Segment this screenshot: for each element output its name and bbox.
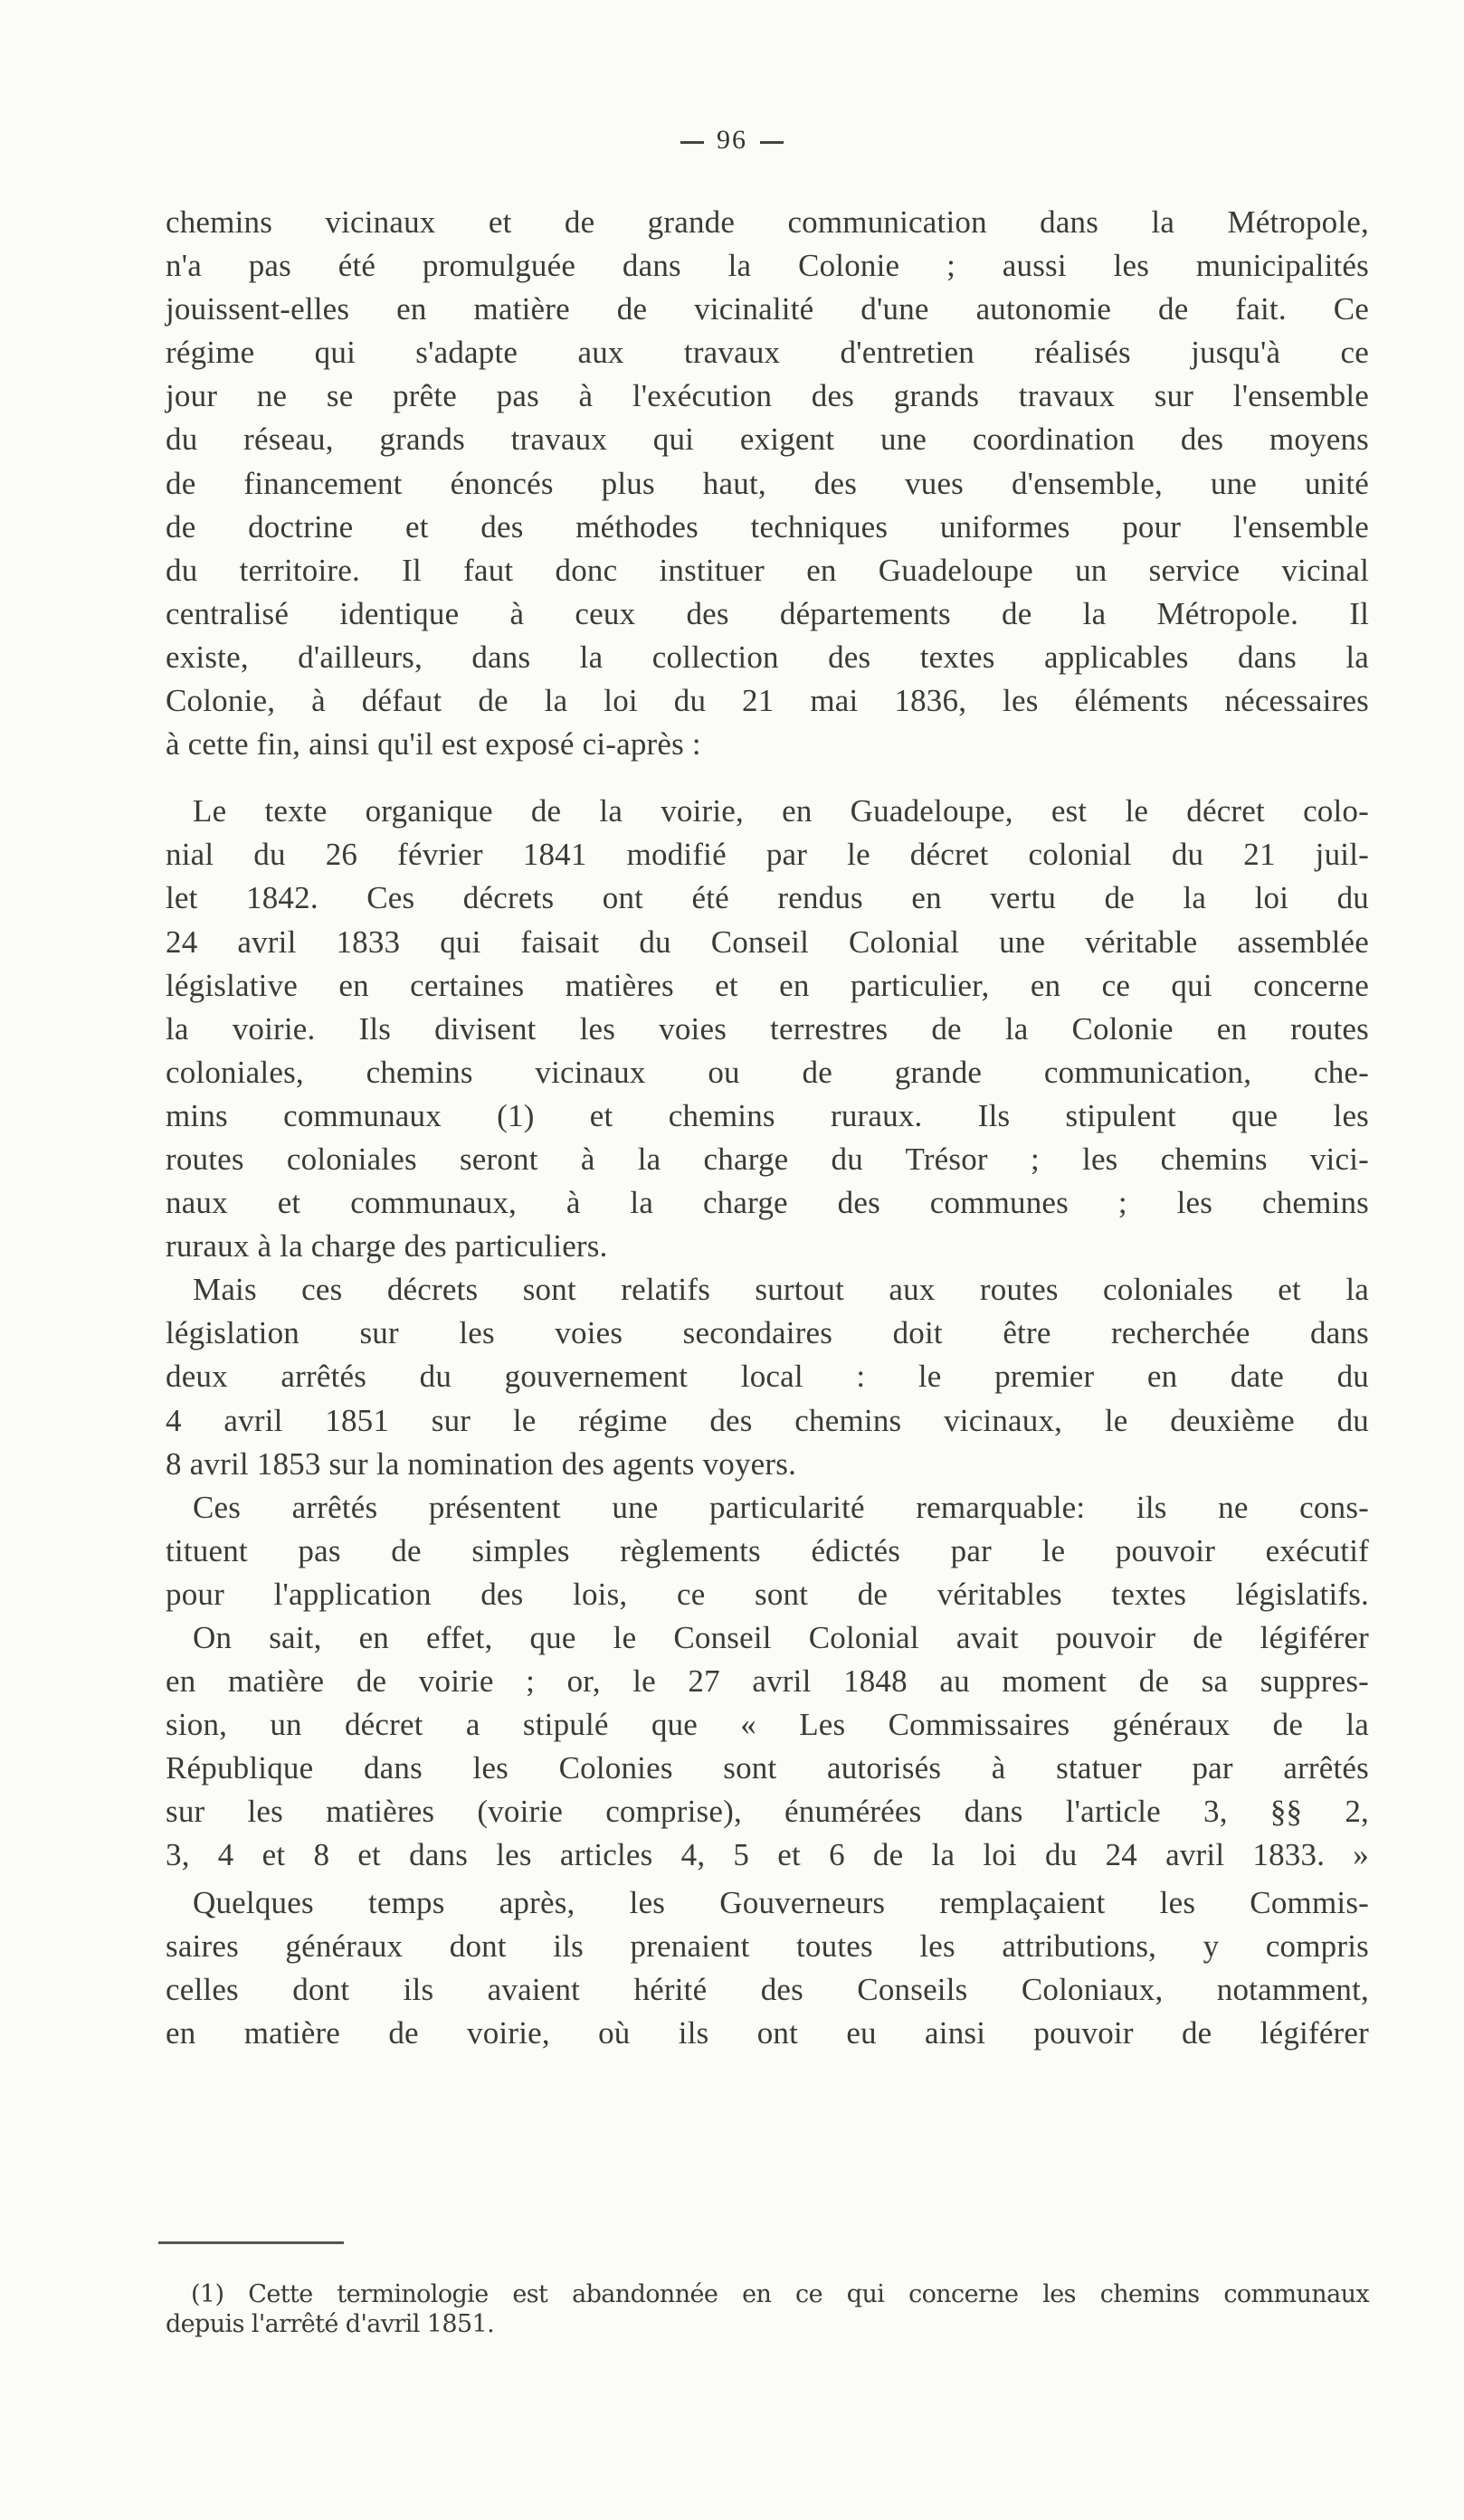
footnote-separator-rule — [158, 2241, 344, 2244]
text-line: naux et communaux, à la charge des communes ; les chemins — [166, 1185, 1369, 1221]
text-line: mins communaux (1) et chemins ruraux. Ils stipulent que les — [166, 1097, 1369, 1133]
text-line: en matière de voirie, où ils ont eu ainsi pouvoir de légiférer — [166, 2014, 1369, 2051]
page-number-right-dash — [760, 141, 784, 144]
text-line: existe, d'ailleurs, dans la collection des textes applicables dans la — [166, 639, 1369, 675]
text-line: jour ne se prête pas à l'exécution des grands travaux sur l'ensemble — [166, 378, 1369, 414]
text-line: du réseau, grands travaux qui exigent une coordination des moyens — [166, 422, 1369, 458]
text-line: 3, 4 et 8 et dans les articles 4, 5 et 6 de la loi du 24 avril 1833. » — [166, 1837, 1369, 1873]
text-line: Quelques temps après, les Gouverneurs remplaçaient les Commis- — [193, 1884, 1369, 1920]
paragraph — [166, 1616, 1369, 1878]
body-text — [166, 201, 1369, 2055]
text-line: Mais ces décrets sont relatifs surtout aux routes coloniales et la — [193, 1272, 1369, 1308]
text-line: tituent pas de simples règlements édictés par le pouvoir exécutif — [166, 1532, 1369, 1568]
footnote-line: depuis l'arrêté d'avril 1851. — [166, 2310, 495, 2338]
footnote-line: (1) Cette terminologie est abandonnée en ce qui concerne les chemins communaux — [191, 2280, 1369, 2308]
text-line: en matière de voirie ; or, le 27 avril 1848 au moment de sa suppres- — [166, 1663, 1369, 1700]
text-line: chemins vicinaux et de grande communication dans la Métropole, — [166, 204, 1369, 240]
text-line: jouissent-elles en matière de vicinalité d'une autonomie de fait. Ce — [166, 291, 1369, 327]
text-line: République dans les Colonies sont autorisés à statuer par arrêtés — [166, 1750, 1369, 1786]
text-line: Le texte organique de la voirie, en Guadeloupe, est le décret colo- — [193, 793, 1369, 829]
text-line: du territoire. Il faut donc instituer en Guadeloupe un service vicinal — [166, 552, 1369, 588]
text-line: législative en certaines matières et en particulier, en ce qui concerne — [166, 967, 1369, 1003]
text-line: On sait, en effet, que le Conseil Colonial avait pouvoir de légiférer — [193, 1620, 1369, 1655]
text-line: coloniales, chemins vicinaux ou de grande communication, che- — [166, 1054, 1369, 1090]
text-line: 4 avril 1851 sur le régime des chemins vicinaux, le deuxième du — [166, 1402, 1369, 1438]
footnotes — [166, 2279, 1369, 2339]
text-line: deux arrêtés du gouvernement local : le premier en date du — [166, 1359, 1369, 1395]
text-line: Ces arrêtés présentent une particularité remarquable: ils ne cons- — [193, 1489, 1369, 1525]
text-line: 24 avril 1833 qui faisait du Conseil Colonial une véritable assemblée — [166, 924, 1369, 960]
text-line: Colonie, à défaut de la loi du 21 mai 1836, les éléments nécessaires — [166, 683, 1369, 719]
text-line: centralisé identique à ceux des départements de la Métropole. Il — [166, 595, 1369, 631]
text-line: de financement énoncés plus haut, des vues d'ensemble, une unité — [166, 465, 1369, 501]
text-line: régime qui s'adapte aux travaux d'entretien réalisés jusqu'à ce — [166, 335, 1369, 371]
text-line: de doctrine et des méthodes techniques uniformes pour l'ensemble — [166, 508, 1369, 545]
text-line: à cette fin, ainsi qu'il est exposé ci-après : — [166, 726, 701, 763]
page-number-header — [0, 125, 1464, 156]
text-line: pour l'application des lois, ce sont de véritables textes législatifs. — [166, 1576, 1369, 1612]
text-line: celles dont ils avaient hérité des Conseils Coloniaux, notamment, — [166, 1971, 1369, 2007]
page-number: 96 — [717, 125, 747, 155]
paragraph-spacer — [166, 766, 1369, 790]
paragraph — [166, 1268, 1369, 1485]
paragraph — [166, 1881, 1369, 2055]
paragraph — [166, 790, 1369, 1268]
text-line: sion, un décret a stipulé que « Les Commissaires généraux de la — [166, 1707, 1369, 1743]
text-line: sur les matières (voirie comprise), énumérées dans l'article 3, §§ 2, — [166, 1794, 1369, 1830]
text-line: la voirie. Ils divisent les voies terrestres de la Colonie en routes — [166, 1010, 1369, 1047]
paragraph — [166, 1486, 1369, 1616]
paragraph — [166, 201, 1369, 766]
page-number-left-dash — [680, 141, 704, 144]
text-line: nial du 26 février 1841 modifié par le décret colonial du 21 juil- — [166, 837, 1369, 873]
text-line: ruraux à la charge des particuliers. — [166, 1228, 608, 1265]
text-line: routes coloniales seront à la charge du Trésor ; les chemins vici- — [166, 1141, 1369, 1177]
text-line: législation sur les voies secondaires doit être recherchée dans — [166, 1315, 1369, 1351]
text-line: n'a pas été promulguée dans la Colonie ; aussi les municipalités — [166, 248, 1369, 284]
text-line: 8 avril 1853 sur la nomination des agents voyers. — [166, 1445, 797, 1482]
text-line: let 1842. Ces décrets ont été rendus en vertu de la loi du — [166, 880, 1369, 916]
text-line: saires généraux dont ils prenaient toutes les attributions, y compris — [166, 1928, 1369, 1964]
